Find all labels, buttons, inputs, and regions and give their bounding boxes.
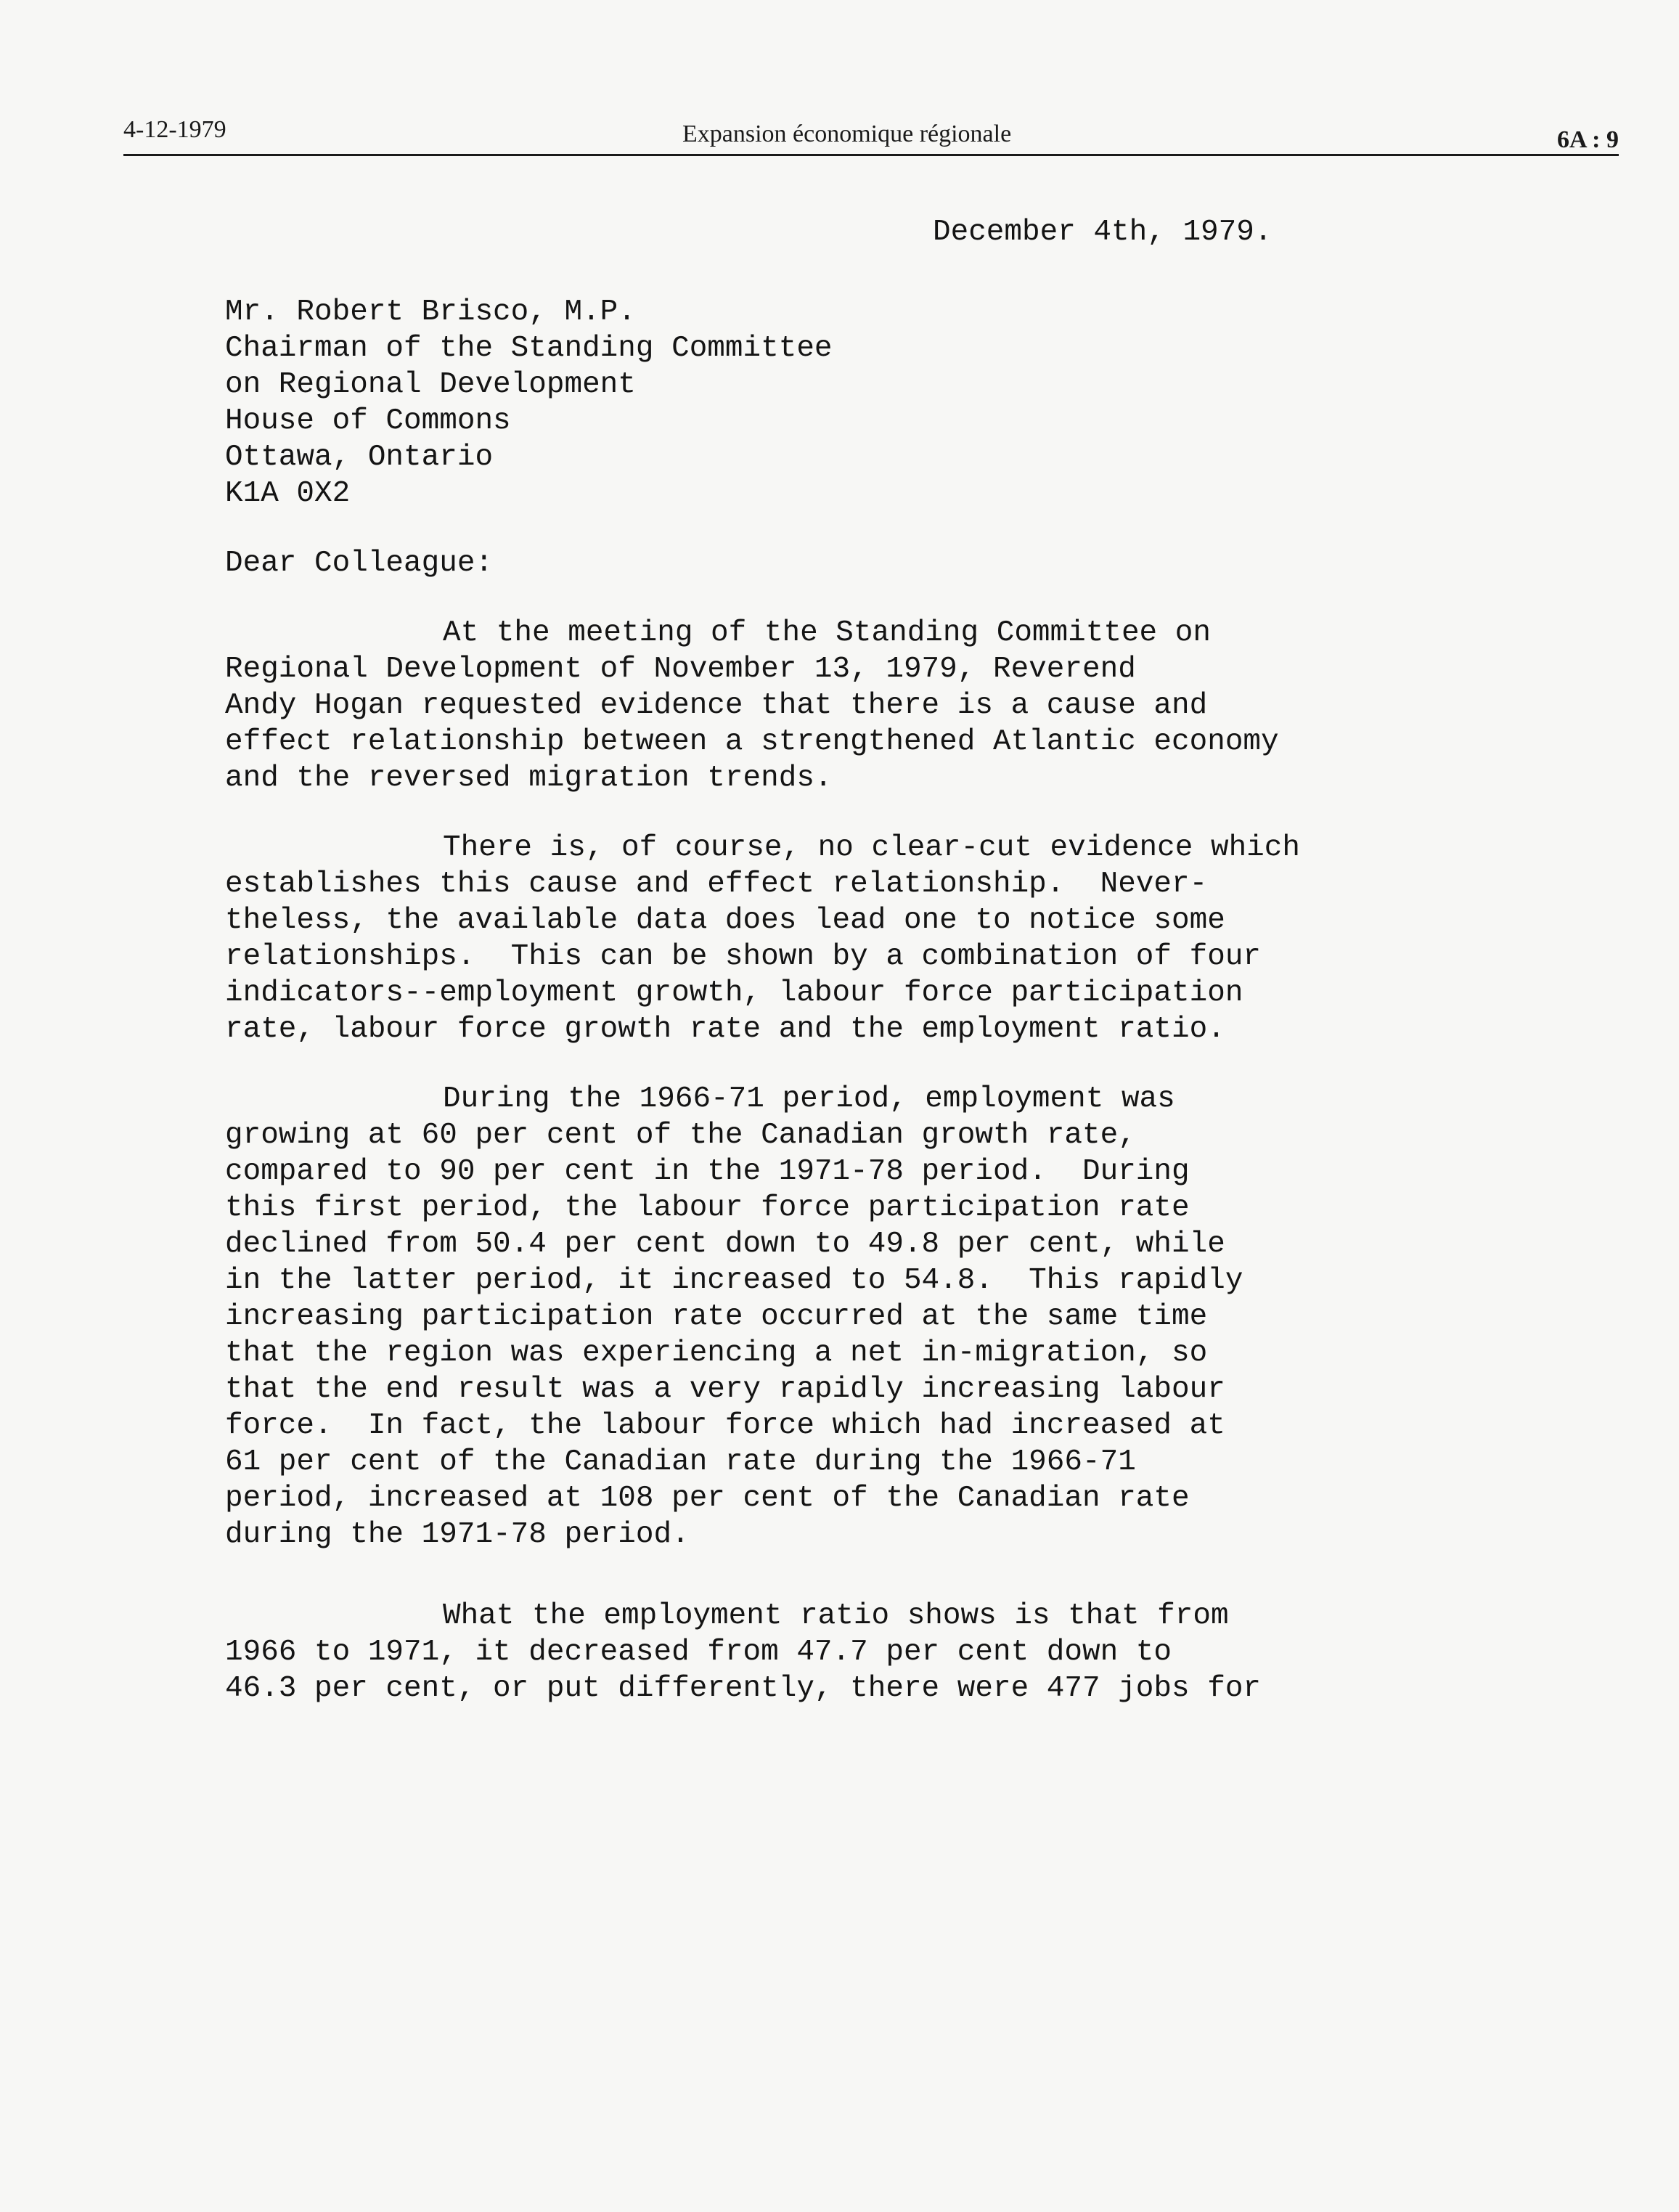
paragraph-line: this first period, the labour force participation rate (225, 1191, 1190, 1225)
paragraph-line: declined from 50.4 per cent down to 49.8 per cent, while (225, 1228, 1225, 1261)
letter-body (225, 214, 1532, 1740)
paragraph-line: that the end result was a very rapidly increasing labour (225, 1373, 1225, 1406)
header-date: 4-12-1979 (123, 116, 226, 143)
address-line: on Regional Development (225, 368, 636, 401)
address-line: House of Commons (225, 404, 511, 438)
paragraph-line: During the 1966-71 period, employment was (443, 1082, 1175, 1116)
paragraph-4 (225, 1598, 1532, 1707)
paragraph-line: and the reversed migration trends. (225, 762, 833, 795)
paragraph-line: growing at 60 per cent of the Canadian growth rate, (225, 1119, 1136, 1152)
salutation: Dear Colleague: (225, 547, 494, 580)
paragraph-line: effect relationship between a strengthened Atlantic economy (225, 725, 1279, 759)
paragraph-line: that the region was experiencing a net in-migration, so (225, 1336, 1208, 1370)
paragraph-line: theless, the available data does lead one to notice some (225, 904, 1225, 937)
paragraph-line: indicators--employment growth, labour force participation (225, 976, 1243, 1010)
paragraph-line: during the 1971-78 period. (225, 1518, 690, 1551)
paragraph-line: What the employment ratio shows is that from (443, 1599, 1229, 1633)
paragraph-line: relationships. This can be shown by a combination of four (225, 940, 1262, 974)
paragraph-line: Regional Development of November 13, 1979, Reverend (225, 653, 1136, 686)
recipient-address (225, 294, 1532, 512)
paragraph-line: compared to 90 per cent in the 1971-78 period. During (225, 1155, 1190, 1188)
paragraph-line: rate, labour force growth rate and the employment ratio. (225, 1013, 1225, 1046)
paragraph-line: 1966 to 1971, it decreased from 47.7 per cent down to (225, 1636, 1172, 1669)
paragraph-2 (225, 830, 1532, 1048)
paragraph-line: Andy Hogan requested evidence that there is a cause and (225, 689, 1208, 722)
paragraph-line: increasing participation rate occurred at the same time (225, 1300, 1208, 1334)
paragraph-line: in the latter period, it increased to 54.8. This rapidly (225, 1264, 1243, 1297)
paragraph-line: 46.3 per cent, or put differently, there were 477 jobs for (225, 1672, 1262, 1705)
paragraph-line: force. In fact, the labour force which had increased at (225, 1409, 1225, 1442)
address-line: Ottawa, Ontario (225, 441, 494, 474)
address-line: Mr. Robert Brisco, M.P. (225, 295, 636, 329)
paragraph-line: 61 per cent of the Canadian rate during the 1966-71 (225, 1445, 1136, 1479)
header-title: Expansion économique régionale (682, 121, 1012, 147)
paragraph-line: At the meeting of the Standing Committee on (443, 616, 1211, 650)
paragraph-1 (225, 615, 1532, 796)
letter-date: December 4th, 1979. (933, 216, 1272, 249)
paragraph-line: establishes this cause and effect relationship. Never- (225, 868, 1208, 901)
header-page-number: 6A : 9 (1557, 126, 1619, 153)
address-line: Chairman of the Standing Committee (225, 332, 833, 365)
header-rule (123, 154, 1619, 156)
paragraph-line: There is, of course, no clear-cut evidence which (443, 831, 1300, 865)
paragraph-3 (225, 1081, 1532, 1553)
address-line: K1A 0X2 (225, 477, 351, 510)
page-header (123, 110, 1619, 168)
paragraph-line: period, increased at 108 per cent of the Canadian rate (225, 1482, 1190, 1515)
